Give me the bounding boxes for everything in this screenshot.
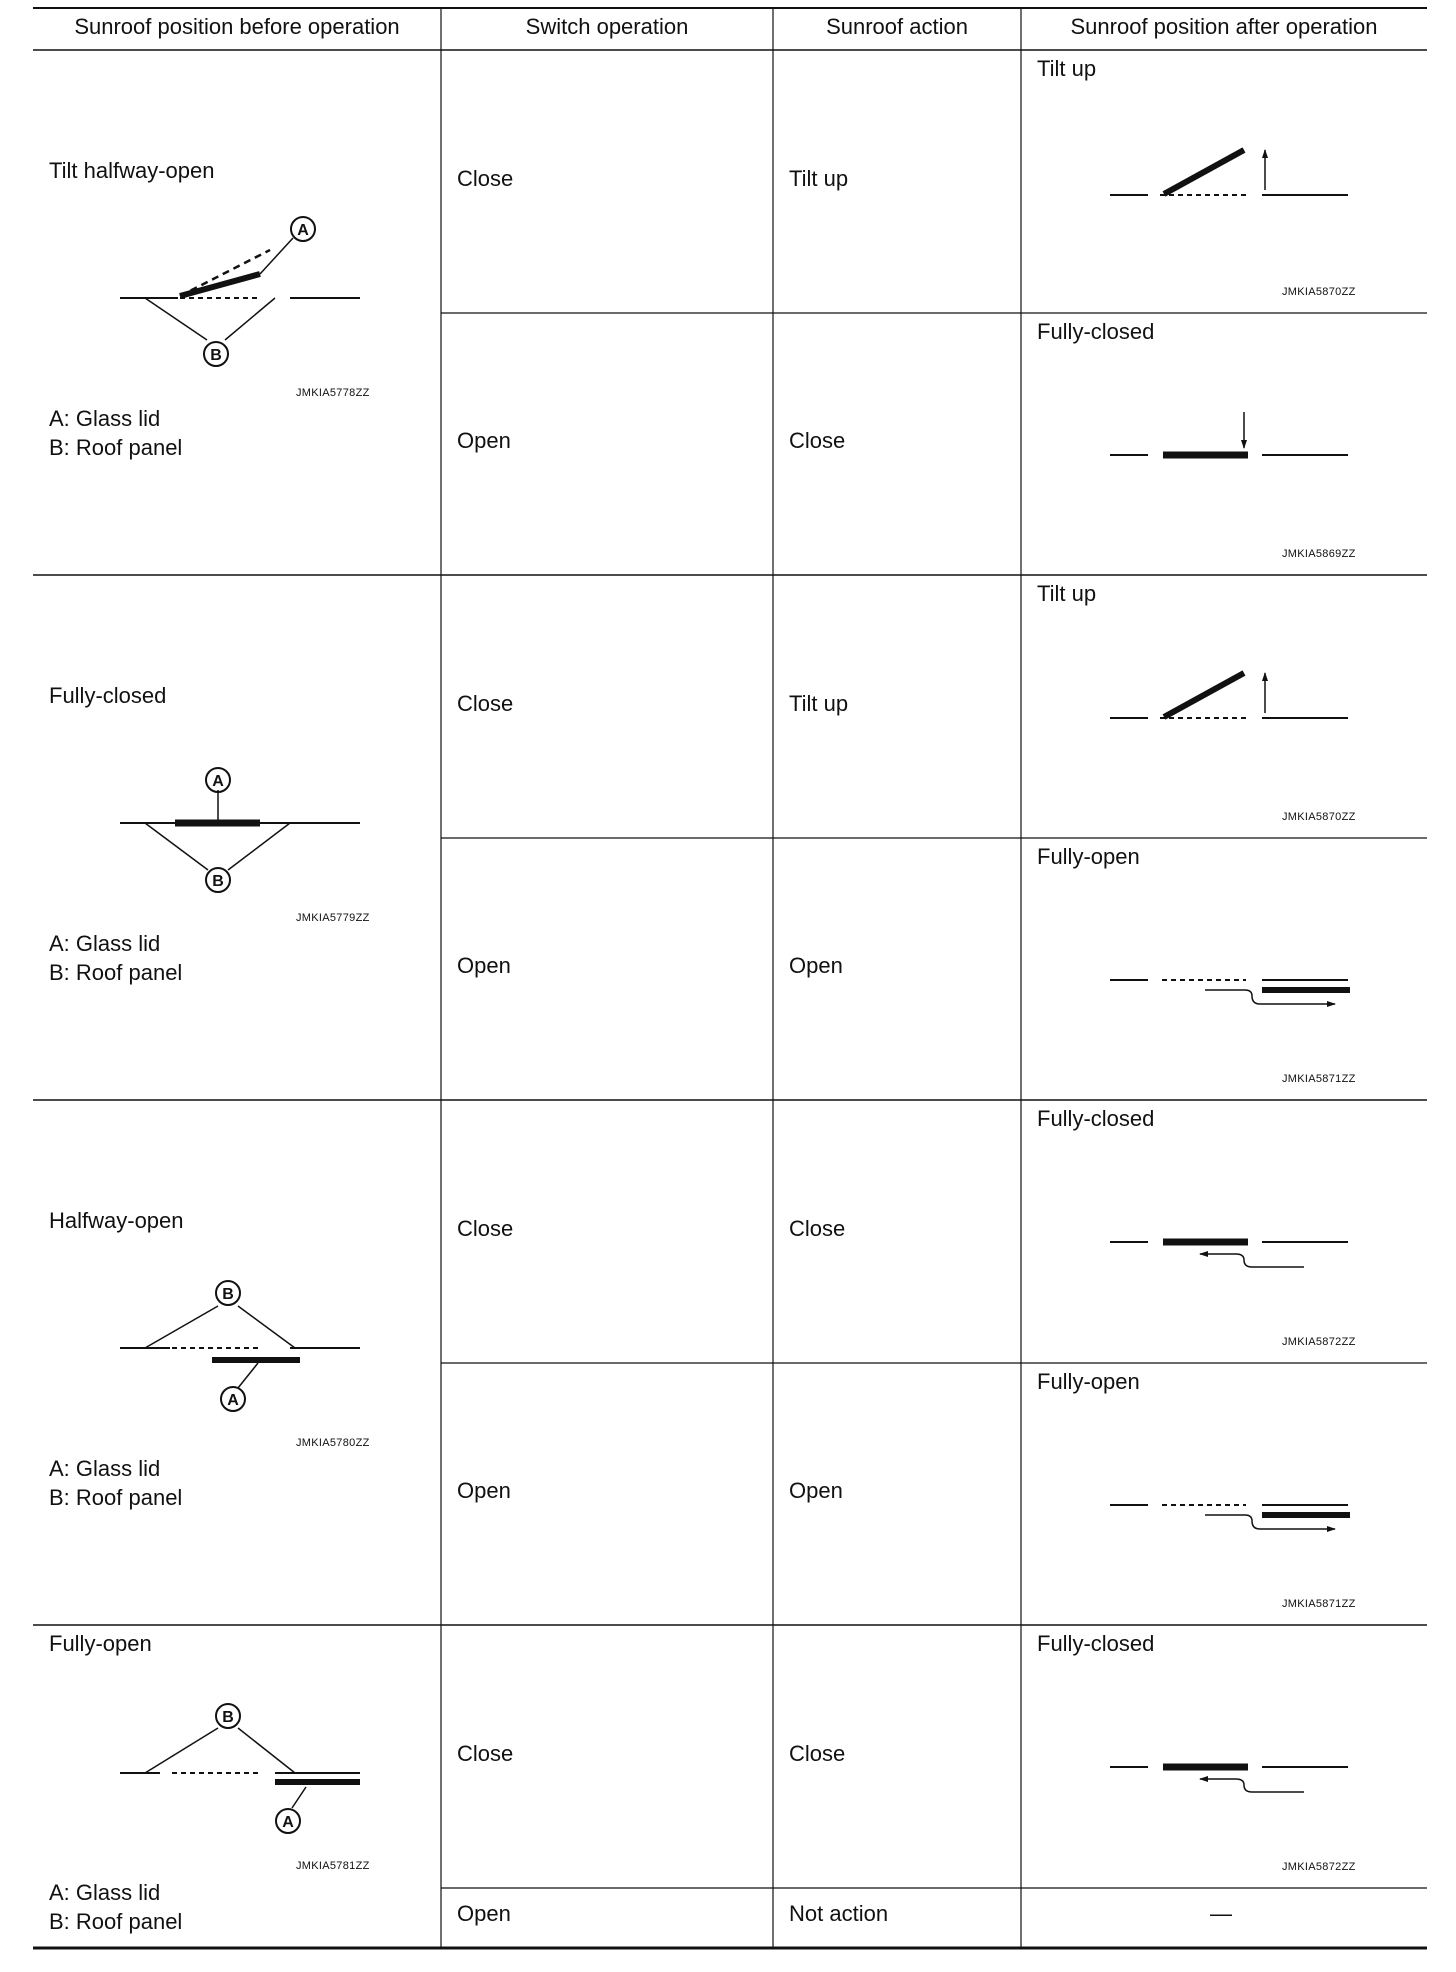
figure-code: JMKIA5778ZZ <box>296 387 370 399</box>
after-cell: Fully-open <box>1037 844 1140 869</box>
diagram-after-fully-open <box>1110 1505 1350 1529</box>
action-cell: Open <box>789 1478 843 1503</box>
legend-b: B: Roof panel <box>49 1909 183 1934</box>
figure-code: JMKIA5870ZZ <box>1282 286 1356 298</box>
after-cell: Tilt up <box>1037 581 1097 606</box>
legend-b: B: Roof panel <box>49 960 183 985</box>
after-cell: Fully-closed <box>1037 1106 1155 1131</box>
diagram-fully-closed <box>120 768 360 892</box>
callout-b: B <box>222 1286 234 1303</box>
figure-code: JMKIA5872ZZ <box>1282 1336 1356 1348</box>
callout-b: B <box>222 1709 234 1726</box>
action-cell: Close <box>789 428 846 453</box>
callout-a: A <box>227 1392 239 1409</box>
diagram-after-tilt-up <box>1110 150 1348 195</box>
state-label: Fully-open <box>49 1631 152 1656</box>
after-cell: Fully-closed <box>1037 319 1155 344</box>
action-cell: Close <box>789 1741 846 1766</box>
legend-a: A: Glass lid <box>49 1456 161 1481</box>
after-cell: Tilt up <box>1037 56 1097 81</box>
diagram-after-close-down <box>1110 412 1348 455</box>
switch-cell: Open <box>457 953 511 978</box>
diagram-fully-open <box>120 1704 360 1833</box>
header-after: Sunroof position after operation <box>1070 14 1378 39</box>
figure-code: JMKIA5869ZZ <box>1282 548 1356 560</box>
switch-cell: Close <box>457 166 514 191</box>
callout-a: A <box>282 1814 294 1831</box>
callout-a: A <box>297 222 309 239</box>
callout-b: B <box>210 347 222 364</box>
legend-b: B: Roof panel <box>49 1485 183 1510</box>
figure-code: JMKIA5781ZZ <box>296 1860 370 1872</box>
legend-b: B: Roof panel <box>49 435 183 460</box>
legend-a: A: Glass lid <box>49 406 161 431</box>
header-before: Sunroof position before operation <box>74 14 400 39</box>
state-label: Fully-closed <box>49 683 167 708</box>
switch-cell: Open <box>457 428 511 453</box>
switch-cell: Close <box>457 1741 514 1766</box>
action-cell: Tilt up <box>789 691 849 716</box>
action-cell: Close <box>789 1216 846 1241</box>
legend-a: A: Glass lid <box>49 1880 161 1905</box>
figure-code: JMKIA5871ZZ <box>1282 1073 1356 1085</box>
figure-code: JMKIA5779ZZ <box>296 912 370 924</box>
after-cell-dash: — <box>1210 1901 1232 1926</box>
state-label: Tilt halfway-open <box>49 158 215 183</box>
figure-code: JMKIA5870ZZ <box>1282 811 1356 823</box>
diagram-after-close-slide <box>1110 1242 1348 1267</box>
action-cell: Open <box>789 953 843 978</box>
callout-b: B <box>212 873 224 890</box>
diagram-tilt-halfway-open <box>120 217 360 366</box>
diagram-after-fully-open <box>1110 980 1350 1004</box>
diagram-after-tilt-up <box>1110 673 1348 718</box>
after-cell: Fully-open <box>1037 1369 1140 1394</box>
state-label: Halfway-open <box>49 1208 184 1233</box>
figure-code: JMKIA5871ZZ <box>1282 1598 1356 1610</box>
figure-code: JMKIA5780ZZ <box>296 1437 370 1449</box>
after-cell: Fully-closed <box>1037 1631 1155 1656</box>
action-cell: Tilt up <box>789 166 849 191</box>
switch-cell: Open <box>457 1901 511 1926</box>
header-switch: Switch operation <box>525 14 689 39</box>
switch-cell: Close <box>457 1216 514 1241</box>
switch-cell: Open <box>457 1478 511 1503</box>
diagram-after-close-slide <box>1110 1767 1348 1792</box>
diagram-halfway-open <box>120 1281 360 1411</box>
callout-a: A <box>212 773 224 790</box>
legend-a: A: Glass lid <box>49 931 161 956</box>
action-cell: Not action <box>789 1901 889 1926</box>
figure-code: JMKIA5872ZZ <box>1282 1861 1356 1873</box>
switch-cell: Close <box>457 691 514 716</box>
header-action: Sunroof action <box>826 14 968 39</box>
